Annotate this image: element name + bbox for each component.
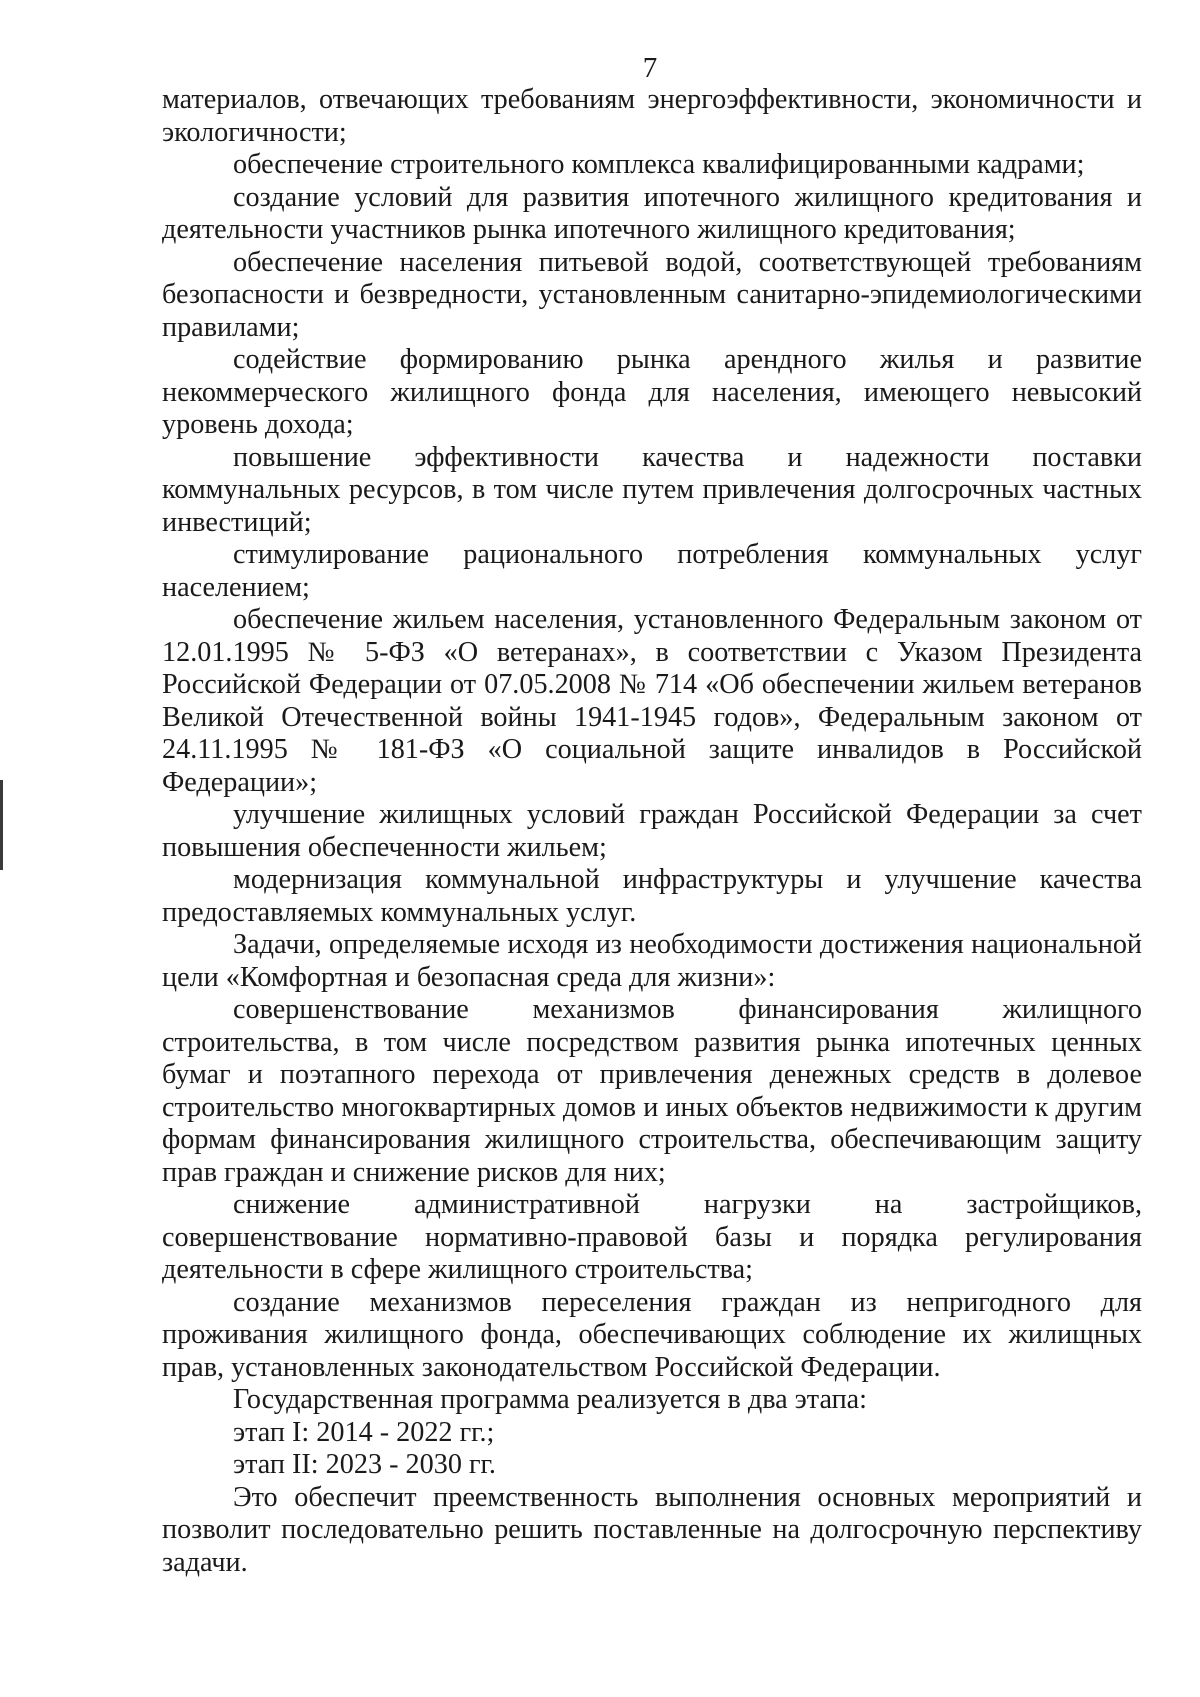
stage-item: этап I: 2014 - 2022 гг.; [233, 1416, 495, 1448]
paragraph: обеспечение строительного комплекса квалифицированными кадрами; [233, 149, 1085, 180]
paragraph: материалов, отвечающих требованиям энергоэффективности, экономичности и экологичности; [162, 84, 1142, 148]
paragraph: повышение эффективности качества и надежности поставки коммунальных ресурсов, в том числе путем привлечения долгосрочных частных инвестиций; [162, 441, 1142, 538]
paragraph: Это обеспечит преемственность выполнения основных мероприятий и позволит последовательно решить поставленные на долгосрочную перспективу задачи. [162, 1481, 1142, 1578]
paragraph: обеспечение населения питьевой водой, соответствующей требованиям безопасности и безвредности, установленным санитарно-эпидемиологическими правилами; [162, 246, 1142, 343]
paragraph: создание условий для развития ипотечного жилищного кредитования и деятельности участников рынка ипотечного жилищного кредитования; [162, 181, 1142, 245]
paragraph: Государственная программа реализуется в два этапа: [233, 1384, 868, 1415]
paragraph: улучшение жилищных условий граждан Российской Федерации за счет повышения обеспеченности жильем; [162, 799, 1142, 863]
document-body [162, 84, 1142, 1579]
paragraph: совершенствование механизмов финансирования жилищного строительства, в том числе посредством развития рынка ипотечных ценных бумаг и поэтапного перехода от привлечения денежных средств в долевое строительство многоквартирных домов и иных объектов недвижимости к другим формам финансирования жилищного строительства, обеспечивающим защиту прав граждан и снижение рисков для них; [162, 994, 1142, 1188]
paragraph: стимулирование рационального потребления коммунальных услуг населением; [162, 539, 1142, 603]
paragraph: модернизация коммунальной инфраструктуры и улучшение качества предоставляемых коммунальных услуг. [162, 864, 1142, 928]
stage-item: этап II: 2023 - 2030 гг. [233, 1449, 496, 1480]
scan-edge-mark [0, 780, 3, 870]
paragraph: содействие формированию рынка арендного жилья и развитие некоммерческого жилищного фонда для населения, имеющего невысокий уровень дохода; [162, 344, 1142, 440]
paragraph: Задачи, определяемые исходя из необходимости достижения национальной цели «Комфортная и безопасная среда для жизни»: [162, 929, 1142, 993]
paragraph: снижение административной нагрузки на застройщиков, совершенствование нормативно-правовой базы и порядка регулирования деятельности в сфере жилищного строительства; [162, 1189, 1142, 1285]
paragraph: обеспечение жильем населения, установленного Федеральным законом от 12.01.1995 № 5-ФЗ «О ветеранах», в соответствии с Указом Президента Российской Федерации от 07.05.2008 № 714 «Об обеспечении жильем ветеранов Великой Отечественной войны 1941-1945 годов», Федеральным законом от 24.11.1995 № 181-ФЗ «О социальной защите инвалидов в Российской Федерации»; [162, 604, 1142, 798]
paragraph: создание механизмов переселения граждан из непригодного для проживания жилищного фонда, обеспечивающих соблюдение их жилищных прав, установленных законодательством Российской Федерации. [162, 1286, 1142, 1383]
page-number: 7 [642, 52, 658, 84]
